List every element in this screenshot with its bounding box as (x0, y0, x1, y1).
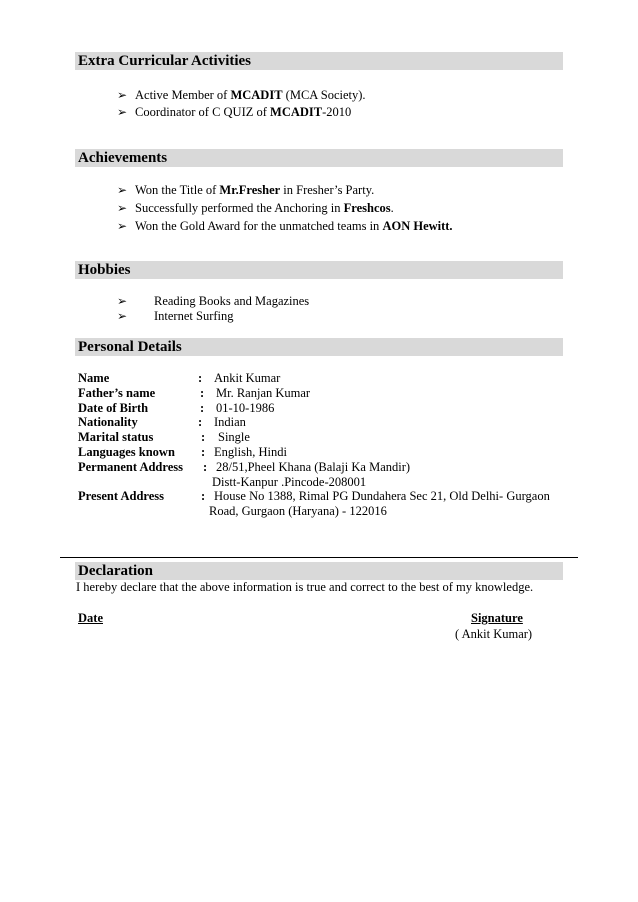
personal-value-present-address-line2: Road, Gurgaon (Haryana) - 122016 (209, 504, 387, 518)
personal-label-permanent-address: Permanent Address (78, 460, 183, 474)
bullet-arrow-icon: ➢ (117, 294, 128, 308)
colon-separator: : (201, 430, 206, 444)
colon-separator: : (203, 460, 208, 474)
bullet-arrow-icon: ➢ (117, 105, 128, 119)
achievement-item-2-text-b: Freshcos (343, 201, 391, 215)
extra-item-1-text-a: Active Member of (135, 88, 231, 102)
achievement-item-1-text-c: in Fresher’s Party. (280, 183, 375, 197)
colon-separator: : (200, 386, 205, 400)
personal-value-dob: 01-10-1986 (216, 401, 275, 415)
achievement-item-1 (135, 183, 374, 198)
personal-label-father-name: Father’s name (78, 386, 156, 400)
colon-separator: : (198, 415, 203, 429)
section-heading-achievements: Achievements (75, 149, 563, 167)
achievement-item-1-text-a: Won the Title of (135, 183, 220, 197)
personal-value-languages: English, Hindi (214, 445, 287, 459)
extra-item-2-text-c: -2010 (322, 105, 352, 119)
achievement-item-2-text-c: . (390, 201, 394, 215)
extra-item-2-text-a: Coordinator of C QUIZ of (135, 105, 271, 119)
achievement-item-2 (135, 201, 394, 216)
achievement-item-3-text-a: Won the Gold Award for the unmatched teams in (135, 219, 383, 233)
personal-label-nationality: Nationality (78, 415, 138, 429)
personal-value-nationality: Indian (214, 415, 246, 429)
personal-label-present-address: Present Address (78, 489, 164, 503)
personal-value-present-address-line1: House No 1388, Rimal PG Dundahera Sec 21, Old Delhi- Gurgaon (214, 489, 550, 503)
colon-separator: : (198, 371, 203, 385)
bullet-arrow-icon: ➢ (117, 183, 128, 197)
hobby-item-2: Internet Surfing (154, 309, 234, 323)
personal-label-name: Name (78, 371, 110, 385)
achievement-item-3 (135, 219, 453, 234)
personal-label-marital-status: Marital status (78, 430, 154, 444)
personal-value-marital-status: Single (218, 430, 250, 444)
extra-item-1-text-b: MCADIT (230, 88, 283, 102)
extra-item-1-text-c: (MCA Society). (282, 88, 366, 102)
achievement-item-1-text-b: Mr.Fresher (219, 183, 281, 197)
personal-value-name: Ankit Kumar (214, 371, 281, 385)
section-heading-extra-curricular: Extra Curricular Activities (75, 52, 563, 70)
horizontal-divider (60, 557, 578, 558)
personal-value-father-name: Mr. Ranjan Kumar (216, 386, 311, 400)
personal-label-languages: Languages known (78, 445, 175, 459)
personal-value-permanent-address-line1: 28/51,Pheel Khana (Balaji Ka Mandir) (216, 460, 411, 474)
signature-name: ( Ankit Kumar) (455, 627, 533, 641)
section-heading-declaration: Declaration (75, 562, 563, 580)
bullet-arrow-icon: ➢ (117, 201, 128, 215)
colon-separator: : (201, 445, 206, 459)
colon-separator: : (201, 489, 206, 503)
colon-separator: : (200, 401, 205, 415)
signature-label: Signature (471, 611, 523, 625)
extra-item-2 (135, 105, 351, 120)
section-heading-hobbies: Hobbies (75, 261, 563, 279)
section-heading-personal-details: Personal Details (75, 338, 563, 356)
bullet-arrow-icon: ➢ (117, 219, 128, 233)
personal-label-dob: Date of Birth (78, 401, 149, 415)
achievement-item-3-text-b: AON Hewitt. (382, 219, 453, 233)
bullet-arrow-icon: ➢ (117, 88, 128, 102)
extra-item-1 (135, 88, 366, 103)
extra-item-2-text-b: MCADIT (270, 105, 323, 119)
hobby-item-1: Reading Books and Magazines (154, 294, 310, 308)
declaration-text: I hereby declare that the above information is true and correct to the best of my knowledge. (76, 580, 534, 594)
personal-value-permanent-address-line2: Distt-Kanpur .Pincode-208001 (212, 475, 367, 489)
bullet-arrow-icon: ➢ (117, 309, 128, 323)
date-label: Date (78, 611, 103, 625)
achievement-item-2-text-a: Successfully performed the Anchoring in (135, 201, 344, 215)
